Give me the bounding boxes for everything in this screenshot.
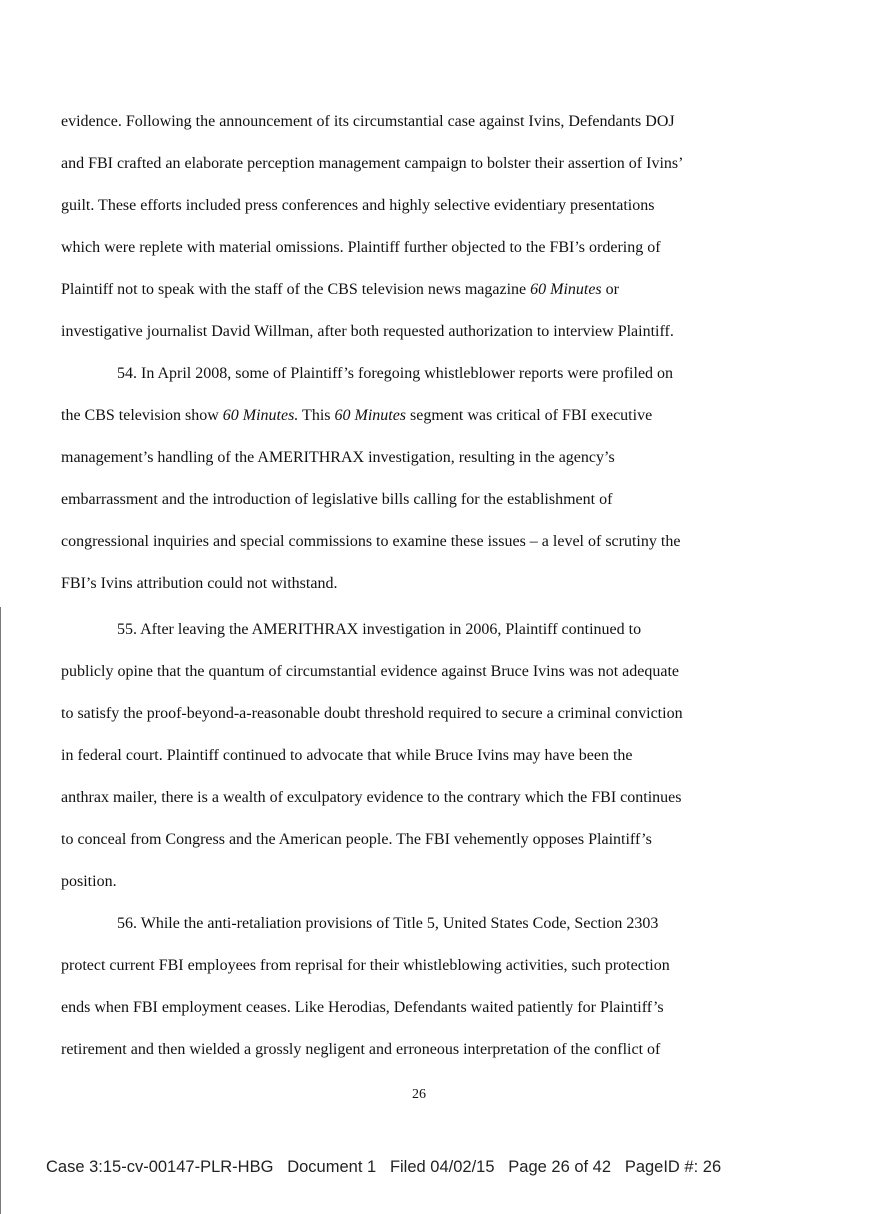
text-line: to satisfy the proof-beyond-a-reasonable doubt threshold required to secure a criminal conviction [61, 705, 683, 722]
page-number: 26 [412, 1087, 426, 1102]
text-line [61, 404, 821, 446]
text-line: publicly opine that the quantum of circumstantial evidence against Bruce Ivins was not adequate [61, 663, 680, 680]
text-line: guilt. These efforts included press conferences and highly selective evidentiary presentations [61, 197, 655, 214]
footer-page-count: Page 26 of 42 [508, 1158, 612, 1176]
body-text [61, 110, 821, 1080]
italic-title: 60 Minutes. [222, 407, 299, 424]
text-line: in federal court. Plaintiff continued to advocate that while Bruce Ivins may have been the [61, 747, 633, 764]
text-line: management’s handling of the AMERITHRAX investigation, resulting in the agency’s [61, 449, 615, 466]
footer-filed-date: Filed 04/02/15 [389, 1158, 495, 1176]
paragraph-54-first-line: 54. In April 2008, some of Plaintiff’s foregoing whistleblower reports were profiled on [117, 365, 674, 382]
footer-page-id: PageID #: 26 [624, 1158, 722, 1176]
paragraph-56-first-line: 56. While the anti-retaliation provisions of Title 5, United States Code, Section 2303 [117, 915, 659, 932]
text-line: to conceal from Congress and the American people. The FBI vehemently opposes Plaintiff’s [61, 831, 652, 848]
text-line: evidence. Following the announcement of its circumstantial case against Ivins, Defendants DOJ [61, 113, 675, 130]
text-line: position. [61, 873, 117, 890]
text-line: ends when FBI employment ceases. Like Herodias, Defendants waited patiently for Plaintiff’s [61, 999, 664, 1016]
italic-title: 60 Minutes [334, 407, 407, 424]
text-line [61, 278, 821, 320]
text-line: which were replete with material omissions. Plaintiff further objected to the FBI’s ordering of [61, 239, 661, 256]
text-fragment: segment was critical of FBI executive [406, 407, 653, 424]
text-line: anthrax mailer, there is a wealth of exculpatory evidence to the contrary which the FBI continues [61, 789, 682, 806]
text-fragment: or [601, 281, 619, 298]
italic-title: 60 Minutes [530, 281, 602, 298]
text-line: investigative journalist David Willman, after both requested authorization to interview Plaintiff. [61, 323, 674, 340]
scan-edge-line [0, 607, 1, 1214]
text-fragment: Plaintiff not to speak with the staff of the CBS television news magazine [61, 281, 531, 298]
text-line: congressional inquiries and special commissions to examine these issues – a level of scrutiny the [61, 533, 681, 550]
text-line: FBI’s Ivins attribution could not withstand. [61, 575, 338, 592]
paragraph-55-first-line: 55. After leaving the AMERITHRAX investigation in 2006, Plaintiff continued to [117, 621, 642, 638]
text-line: retirement and then wielded a grossly negligent and erroneous interpretation of the conflict of [61, 1041, 661, 1058]
text-fragment: the CBS television show [61, 407, 223, 424]
text-line: embarrassment and the introduction of legislative bills calling for the establishment of [61, 491, 613, 508]
text-line: protect current FBI employees from reprisal for their whistleblowing activities, such protection [61, 957, 670, 974]
text-fragment: This [298, 407, 335, 424]
text-line: and FBI crafted an elaborate perception management campaign to bolster their assertion of Ivins’ [61, 155, 684, 172]
case-footer [46, 1158, 721, 1177]
footer-document: Document 1 [287, 1158, 377, 1176]
footer-case-number: Case 3:15-cv-00147-PLR-HBG [46, 1158, 274, 1176]
